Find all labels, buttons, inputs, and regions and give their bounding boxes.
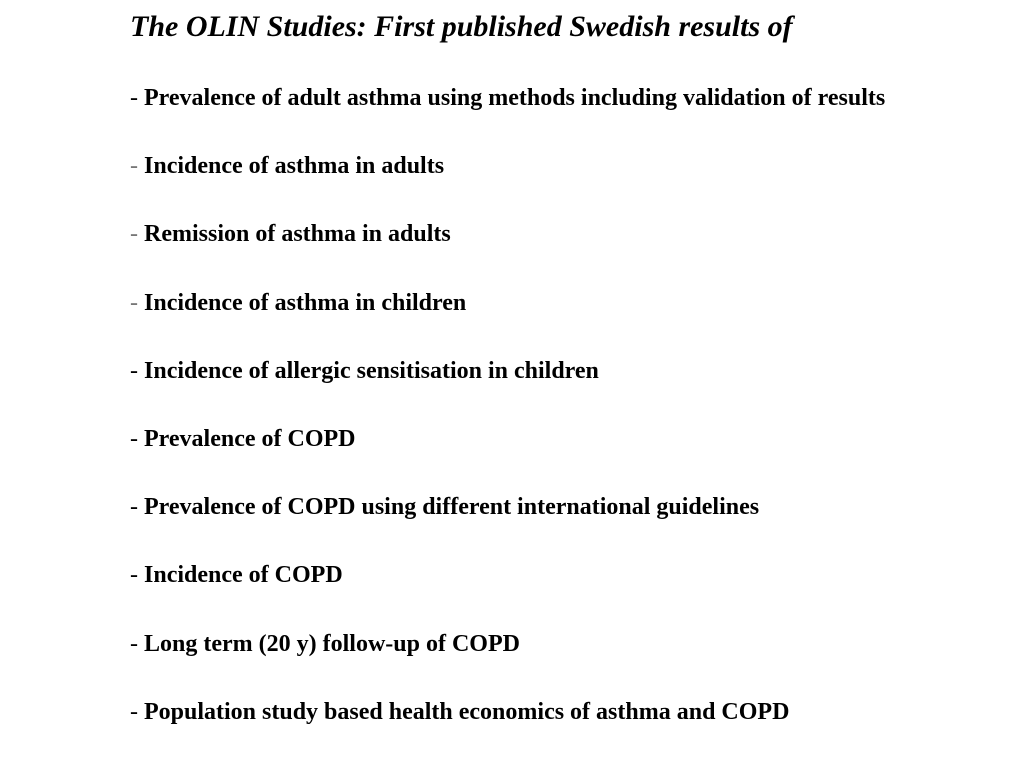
list-item-text: Incidence of COPD [144,562,343,589]
list-item [130,559,885,627]
list-item-text: Prevalence of adult asthma using methods including validation of results [144,85,886,111]
list-item-text: Incidence of asthma in children [144,289,467,316]
bullet-dash: - [130,289,138,316]
list-item-text: Remission of asthma in adults [144,221,451,248]
bullet-dash: - [130,425,138,452]
list-item-text: Long term (20 y) follow-up of COPD [144,630,520,657]
list-item [130,218,885,286]
results-list [130,82,885,764]
list-item [130,287,885,355]
list-item-text: Incidence of allergic sensitisation in children [144,357,599,384]
bullet-dash: - [130,85,138,111]
list-item [130,628,885,696]
list-item-text: Prevalence of COPD using different international guidelines [144,494,760,521]
list-item [130,82,885,150]
list-item [130,423,885,491]
bullet-dash: - [130,630,138,657]
list-item [130,150,885,218]
bullet-dash: - [130,153,138,180]
list-item [130,696,885,764]
list-item [130,491,885,559]
bullet-dash: - [130,221,138,248]
list-item-text: Population study based health economics of asthma and COPD [144,698,790,725]
list-item-text: Prevalence of COPD [144,425,356,452]
list-item-text: Incidence of asthma in adults [144,153,445,180]
bullet-dash: - [130,698,138,725]
slide-title: The OLIN Studies: First published Swedish results of [130,10,793,43]
bullet-dash: - [130,562,138,589]
bullet-dash: - [130,357,138,384]
list-item [130,355,885,423]
bullet-dash: - [130,494,138,521]
